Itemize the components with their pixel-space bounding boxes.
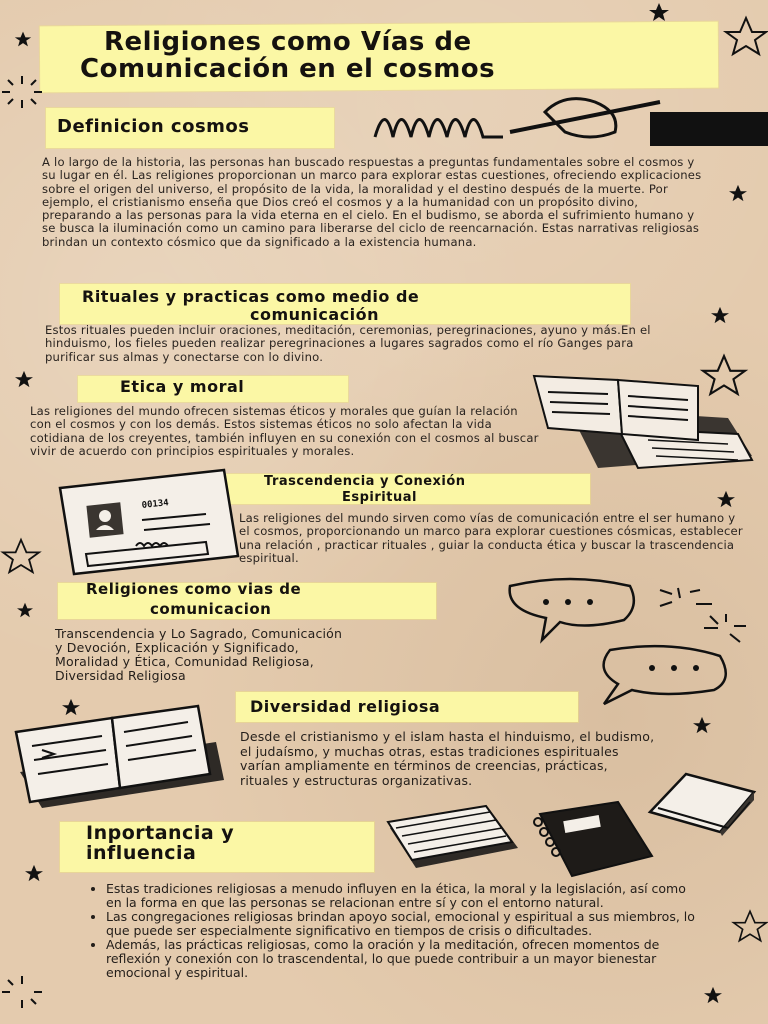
definicion-text: A lo largo de la historia, las personas han buscado respuestas a preguntas fundamentales sobre el cosmos y su lugar en él. Las religiones proporcionan un marco para explorar estas cuestiones, ofreciendo explicaciones sobre el origen del universo, el propósito de la vida, la moralidad y el destino después de la muerte. Por ejemplo, el cristianismo enseña que Dios creó el cosmos y a la humanidad con un propósito divino, preparando a las personas para la vida eterna en el cielo. En el budismo, se aborda el sufrimiento humano y se busca la iluminación como un camino para liberarse del ciclo de reencarnación. Estas narrativas religiosas brindan un contexto cósmico que da significado a la existencia humana.	[42, 155, 702, 249]
list-item: • Las congregaciones religiosas brindan apoyo social, emocional y espiritual a sus miembros, lo que puede ser especialmente significativo en tiempos de crisis o dificultades.	[106, 910, 696, 938]
sparkle-icon	[700, 612, 750, 644]
etica-text: Las religiones del mundo ofrecen sistemas éticos y morales que guían la relación con el cosmos y con los demás. Estos sistemas éticos no solo afectan la vida cotidiana de los creyentes, también influyen en su conexión con el cosmos al buscar vivir de acuerdo con principios espirituales y morales.	[30, 404, 539, 458]
definicion-heading: Definicion cosmos	[57, 116, 250, 137]
star-icon	[716, 490, 736, 508]
star-icon	[16, 602, 34, 618]
star-icon	[702, 986, 724, 1004]
etica-heading: Etica y moral	[120, 377, 245, 396]
vias-heading-line-2: comunicacion	[150, 600, 272, 618]
importancia-heading-line-1: Inportancia y	[86, 822, 235, 844]
sparkle-icon	[0, 74, 44, 110]
vias-line-4: Diversidad Religiosa	[55, 668, 186, 683]
vias-line-3: Moralidad y Ética, Comunidad Religiosa,	[55, 654, 314, 669]
sparkle-icon	[656, 586, 716, 612]
trascendencia-text: Las religiones del mundo sirven como vías de comunicación entre el ser humano y el cosmos, proporcionando un marco para explorar cuestiones cósmicas, establecer una relación , practicar rituales , guiar la conducta ética y buscar la trascendencia espiritual.	[239, 511, 743, 565]
page-title-line-1: Religiones como Vías de	[104, 27, 472, 57]
star-icon	[692, 716, 712, 734]
star-outline-icon	[0, 538, 42, 574]
vias-heading-line-1: Religiones como vias de	[86, 580, 302, 598]
id-card-code: 00134	[141, 498, 170, 511]
star-icon	[24, 864, 44, 882]
star-outline-icon	[732, 908, 768, 944]
star-outline-icon	[724, 16, 768, 56]
rituales-heading-line-2: comunicación	[250, 305, 380, 324]
page-title-line-2: Comunicación en el cosmos	[80, 54, 496, 84]
speech-bubble-icon	[590, 644, 740, 706]
open-book-icon	[12, 702, 226, 810]
importancia-heading-line-2: influencia	[86, 842, 197, 864]
importancia-bullet-list	[86, 882, 696, 980]
notebook-icon	[526, 800, 656, 880]
star-icon	[14, 370, 34, 388]
open-book-icon	[528, 368, 758, 478]
star-icon	[728, 184, 748, 202]
trascendencia-heading-line-1: Trascendencia y Conexión	[264, 474, 466, 489]
rituales-heading-line-1: Rituales y practicas como medio de	[82, 287, 420, 306]
star-icon	[14, 30, 32, 48]
hand-writing-icon	[370, 92, 768, 152]
speech-bubble-icon	[496, 576, 642, 642]
vias-line-2: y Devoción, Explicación y Significado,	[55, 640, 299, 655]
list-item: • Además, las prácticas religiosas, como la oración y la meditación, ofrecen momentos de reflexión y conexión con lo trascendental, lo que puede contribuir a un mayor bienestar emocional y espiritual.	[106, 938, 696, 980]
id-card-icon	[56, 468, 242, 578]
list-item: • Estas tradiciones religiosas a menudo influyen en la ética, la moral y la legislación, así como en la forma en que las personas se relacionan entre sí y con el entorno natural.	[106, 882, 696, 910]
closed-book-icon	[646, 770, 758, 836]
papers-stack-icon	[386, 806, 522, 874]
vias-line-1: Transcendencia y Lo Sagrado, Comunicación	[55, 626, 343, 641]
diversidad-heading: Diversidad religiosa	[250, 697, 441, 716]
sparkle-icon	[0, 970, 44, 1014]
diversidad-text: Desde el cristianismo y el islam hasta el hinduismo, el budismo, el judaísmo, y muchas otras, estas tradiciones espirituales varían ampliamente en términos de creencias, prácticas, rituales y estructuras organizativas.	[240, 729, 655, 788]
trascendencia-heading-line-2: Espiritual	[342, 490, 417, 505]
star-icon	[648, 2, 670, 22]
star-icon	[710, 306, 730, 324]
rituales-text: Estos rituales pueden incluir oraciones, meditación, ceremonias, peregrinaciones, ayuno y más.En el hinduismo, los fieles pueden realizar peregrinaciones a lugares sagrados como el río Ganges para purificar sus almas y conectarse con lo divino.	[45, 323, 651, 364]
